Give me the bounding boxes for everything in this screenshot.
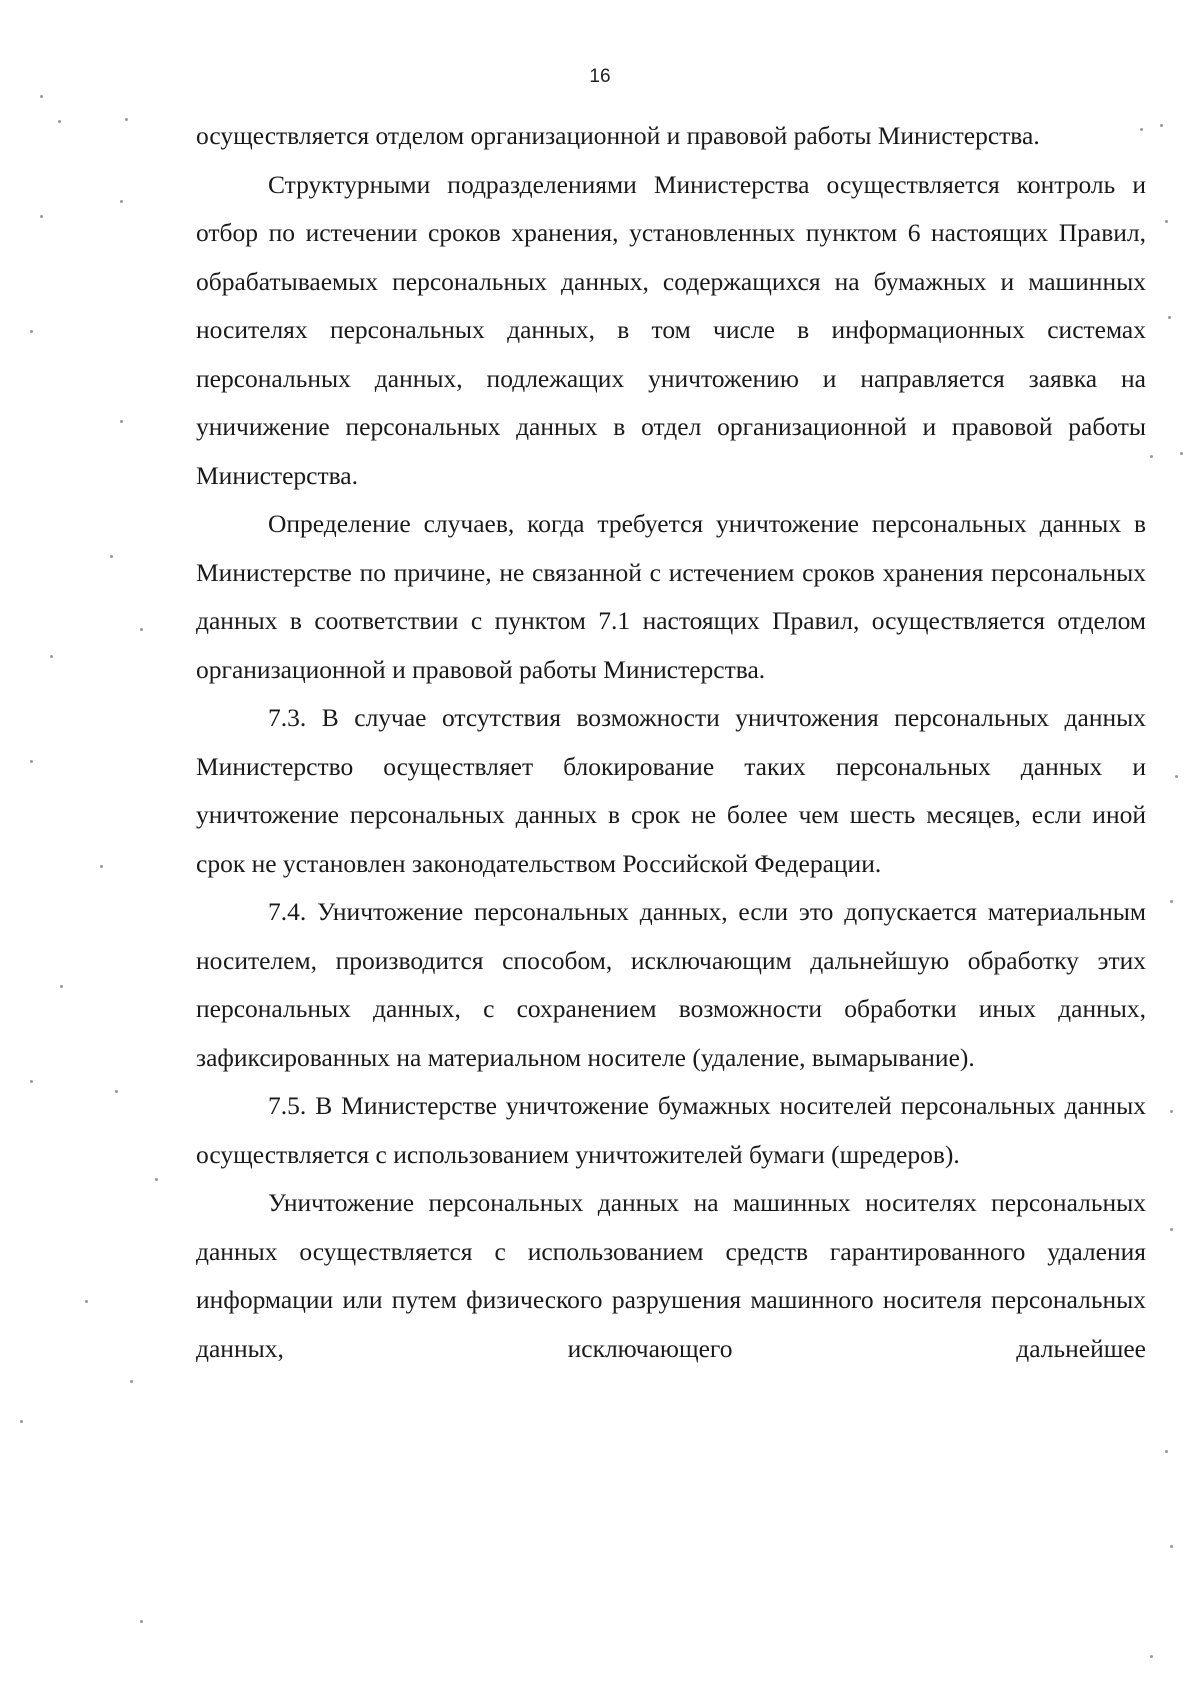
scan-speck (1140, 128, 1143, 131)
paragraph-continuation: осуществляется отделом организационной и правовой работы Министерства. (196, 121, 1040, 150)
scan-speck (30, 330, 33, 333)
paragraph-7-4: 7.4. Уничтожение персональных данных, если это допускается материальным носителем, производится способом, исключающим дальнейшую обработку этих персональных данных, с сохранением возможности обработки иных данных, зафиксированных на материальном носителе (удаление, вымарывание). (196, 897, 1146, 1072)
scan-speck (1168, 316, 1171, 319)
scan-speck (40, 95, 43, 98)
scan-speck (120, 420, 123, 423)
body-text (196, 112, 1146, 1373)
scan-speck (1170, 1228, 1173, 1231)
scan-speck (100, 865, 103, 868)
scan-speck (1180, 452, 1183, 455)
scan-speck (1170, 900, 1173, 903)
scan-speck (1175, 775, 1178, 778)
paragraph-machine-media: Уничтожение персональных данных на машинных носителях персональных данных осуществляется с использованием средств гарантированного удаления информации или путем физического разрушения машинного носителя персональных данных, исключающего дальнейшее (196, 1188, 1146, 1363)
scan-speck (1150, 455, 1153, 458)
scan-speck (58, 120, 61, 123)
scan-speck (30, 760, 33, 763)
scan-speck (1170, 1545, 1173, 1548)
scan-speck (1165, 1450, 1168, 1453)
scan-speck (30, 1080, 33, 1083)
paragraph-retention-control: Структурными подразделениями Министерства осуществляется контроль и отбор по истечении сроков хранения, установленных пунктом 6 настоящих Правил, обрабатываемых персональных данных, содержащихся на бумажных и машинных носителях персональных данных, в том числе в информационных системах персональных данных, подлежащих уничтожению и направляется заявка на уничижение персональных данных в отдел организационной и правовой работы Министерства. (196, 169, 1146, 490)
scan-speck (20, 1420, 23, 1423)
scan-speck (1165, 220, 1168, 223)
scan-speck (115, 1090, 118, 1093)
scan-speck (140, 628, 143, 631)
scan-speck (40, 215, 43, 218)
scan-speck (130, 1380, 133, 1383)
scan-speck (125, 118, 128, 121)
scan-speck (50, 655, 53, 658)
scan-speck (1160, 124, 1163, 127)
scan-speck (155, 1178, 158, 1181)
scan-speck (140, 1620, 143, 1623)
page-number: 16 (589, 66, 611, 87)
scan-speck (60, 985, 63, 988)
scan-speck (120, 200, 123, 203)
paragraph-7-5: 7.5. В Министерстве уничтожение бумажных носителей персональных данных осуществляется с использованием уничтожителей бумаги (шредеров). (196, 1091, 1146, 1169)
scan-speck (1170, 1110, 1173, 1113)
scan-speck (85, 1300, 88, 1303)
paragraph-7-3: 7.3. В случае отсутствия возможности уничтожения персональных данных Министерство осуществляет блокирование таких персональных данных и уничтожение персональных данных в срок не более чем шесть месяцев, если иной срок не установлен законодательством Российской Федерации. (196, 703, 1146, 878)
scan-speck (110, 555, 113, 558)
paragraph-destruction-cases: Определение случаев, когда требуется уничтожение персональных данных в Министерстве по причине, не связанной с истечением сроков хранения персональных данных в соответствии с пунктом 7.1 настоящих Правил, осуществляется отделом организационной и правовой работы Министерства. (196, 509, 1146, 684)
scan-speck (1150, 1655, 1153, 1658)
